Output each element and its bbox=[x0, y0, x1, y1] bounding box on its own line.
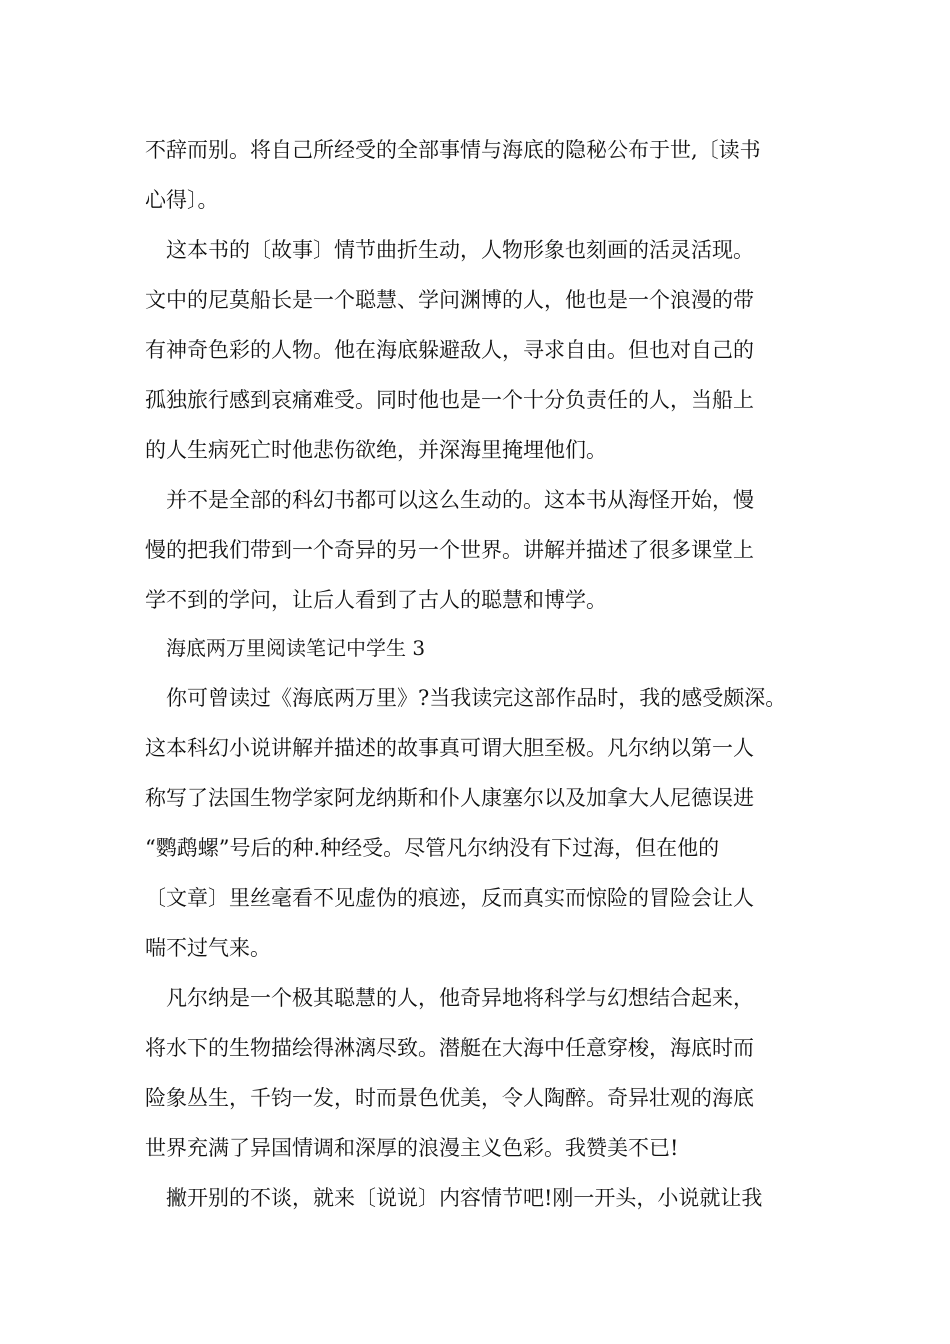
text-line: 〔文章〕里丝毫看不见虚伪的痕迹，反而真实而惊险的冒险会让人 bbox=[145, 886, 754, 910]
text-line: 这本书的〔故事〕情节曲折生动，人物形象也刻画的活灵活现。 bbox=[166, 238, 754, 262]
text-line: 世界充满了异国情调和深厚的浪漫主义色彩。我赞美不已! bbox=[145, 1136, 679, 1160]
text-line: 文中的尼莫船长是一个聪慧、学问渊博的人，他也是一个浪漫的带 bbox=[145, 288, 754, 312]
text-line: 凡尔纳是一个极其聪慧的人，他奇异地将科学与幻想结合起来， bbox=[166, 986, 754, 1010]
text-line: 的人生病死亡时他悲伤欲绝，并深海里掩埋他们。 bbox=[145, 438, 607, 462]
text-line: 有神奇色彩的人物。他在海底躲避敌人，寻求自由。但也对自己的 bbox=[145, 338, 754, 362]
text-line: 慢的把我们带到一个奇异的另一个世界。讲解并描述了很多课堂上 bbox=[145, 538, 754, 562]
text-line: 将水下的生物描绘得淋漓尽致。潜艇在大海中任意穿梭，海底时而 bbox=[145, 1036, 754, 1060]
text-line: 这本科幻小说讲解并描述的故事真可谓大胆至极。凡尔纳以第一人 bbox=[145, 736, 754, 760]
text-line: 不辞而别。将自己所经受的全部事情与海底的隐秘公布于世,〔读书 bbox=[145, 138, 761, 162]
text-line: 学不到的学问，让后人看到了古人的聪慧和博学。 bbox=[145, 588, 607, 612]
text-line: 喘不过气来。 bbox=[145, 936, 271, 960]
section-heading: 海底两万里阅读笔记中学生 3 bbox=[166, 636, 426, 660]
text-line: 撇开别的不谈，就来〔说说〕内容情节吧!刚一开头，小说就让我 bbox=[166, 1186, 763, 1210]
text-line: “鹦鹉螺”号后的种.种经受。尽管凡尔纳没有下过海，但在他的 bbox=[145, 836, 720, 860]
text-line: 孤独旅行感到哀痛难受。同时他也是一个十分负责任的人，当船上 bbox=[145, 388, 754, 412]
text-line: 称写了法国生物学家阿龙纳斯和仆人康塞尔以及加拿大人尼德误进 bbox=[145, 786, 754, 810]
text-line: 你可曾读过《海底两万里》?当我读完这部作品时，我的感受颇深。 bbox=[166, 686, 787, 710]
text-line: 并不是全部的科幻书都可以这么生动的。这本书从海怪开始，慢 bbox=[166, 488, 754, 512]
text-line: 心得〕。 bbox=[145, 188, 219, 212]
text-line: 险象丛生，千钧一发，时而景色优美，令人陶醉。奇异壮观的海底 bbox=[145, 1086, 754, 1110]
